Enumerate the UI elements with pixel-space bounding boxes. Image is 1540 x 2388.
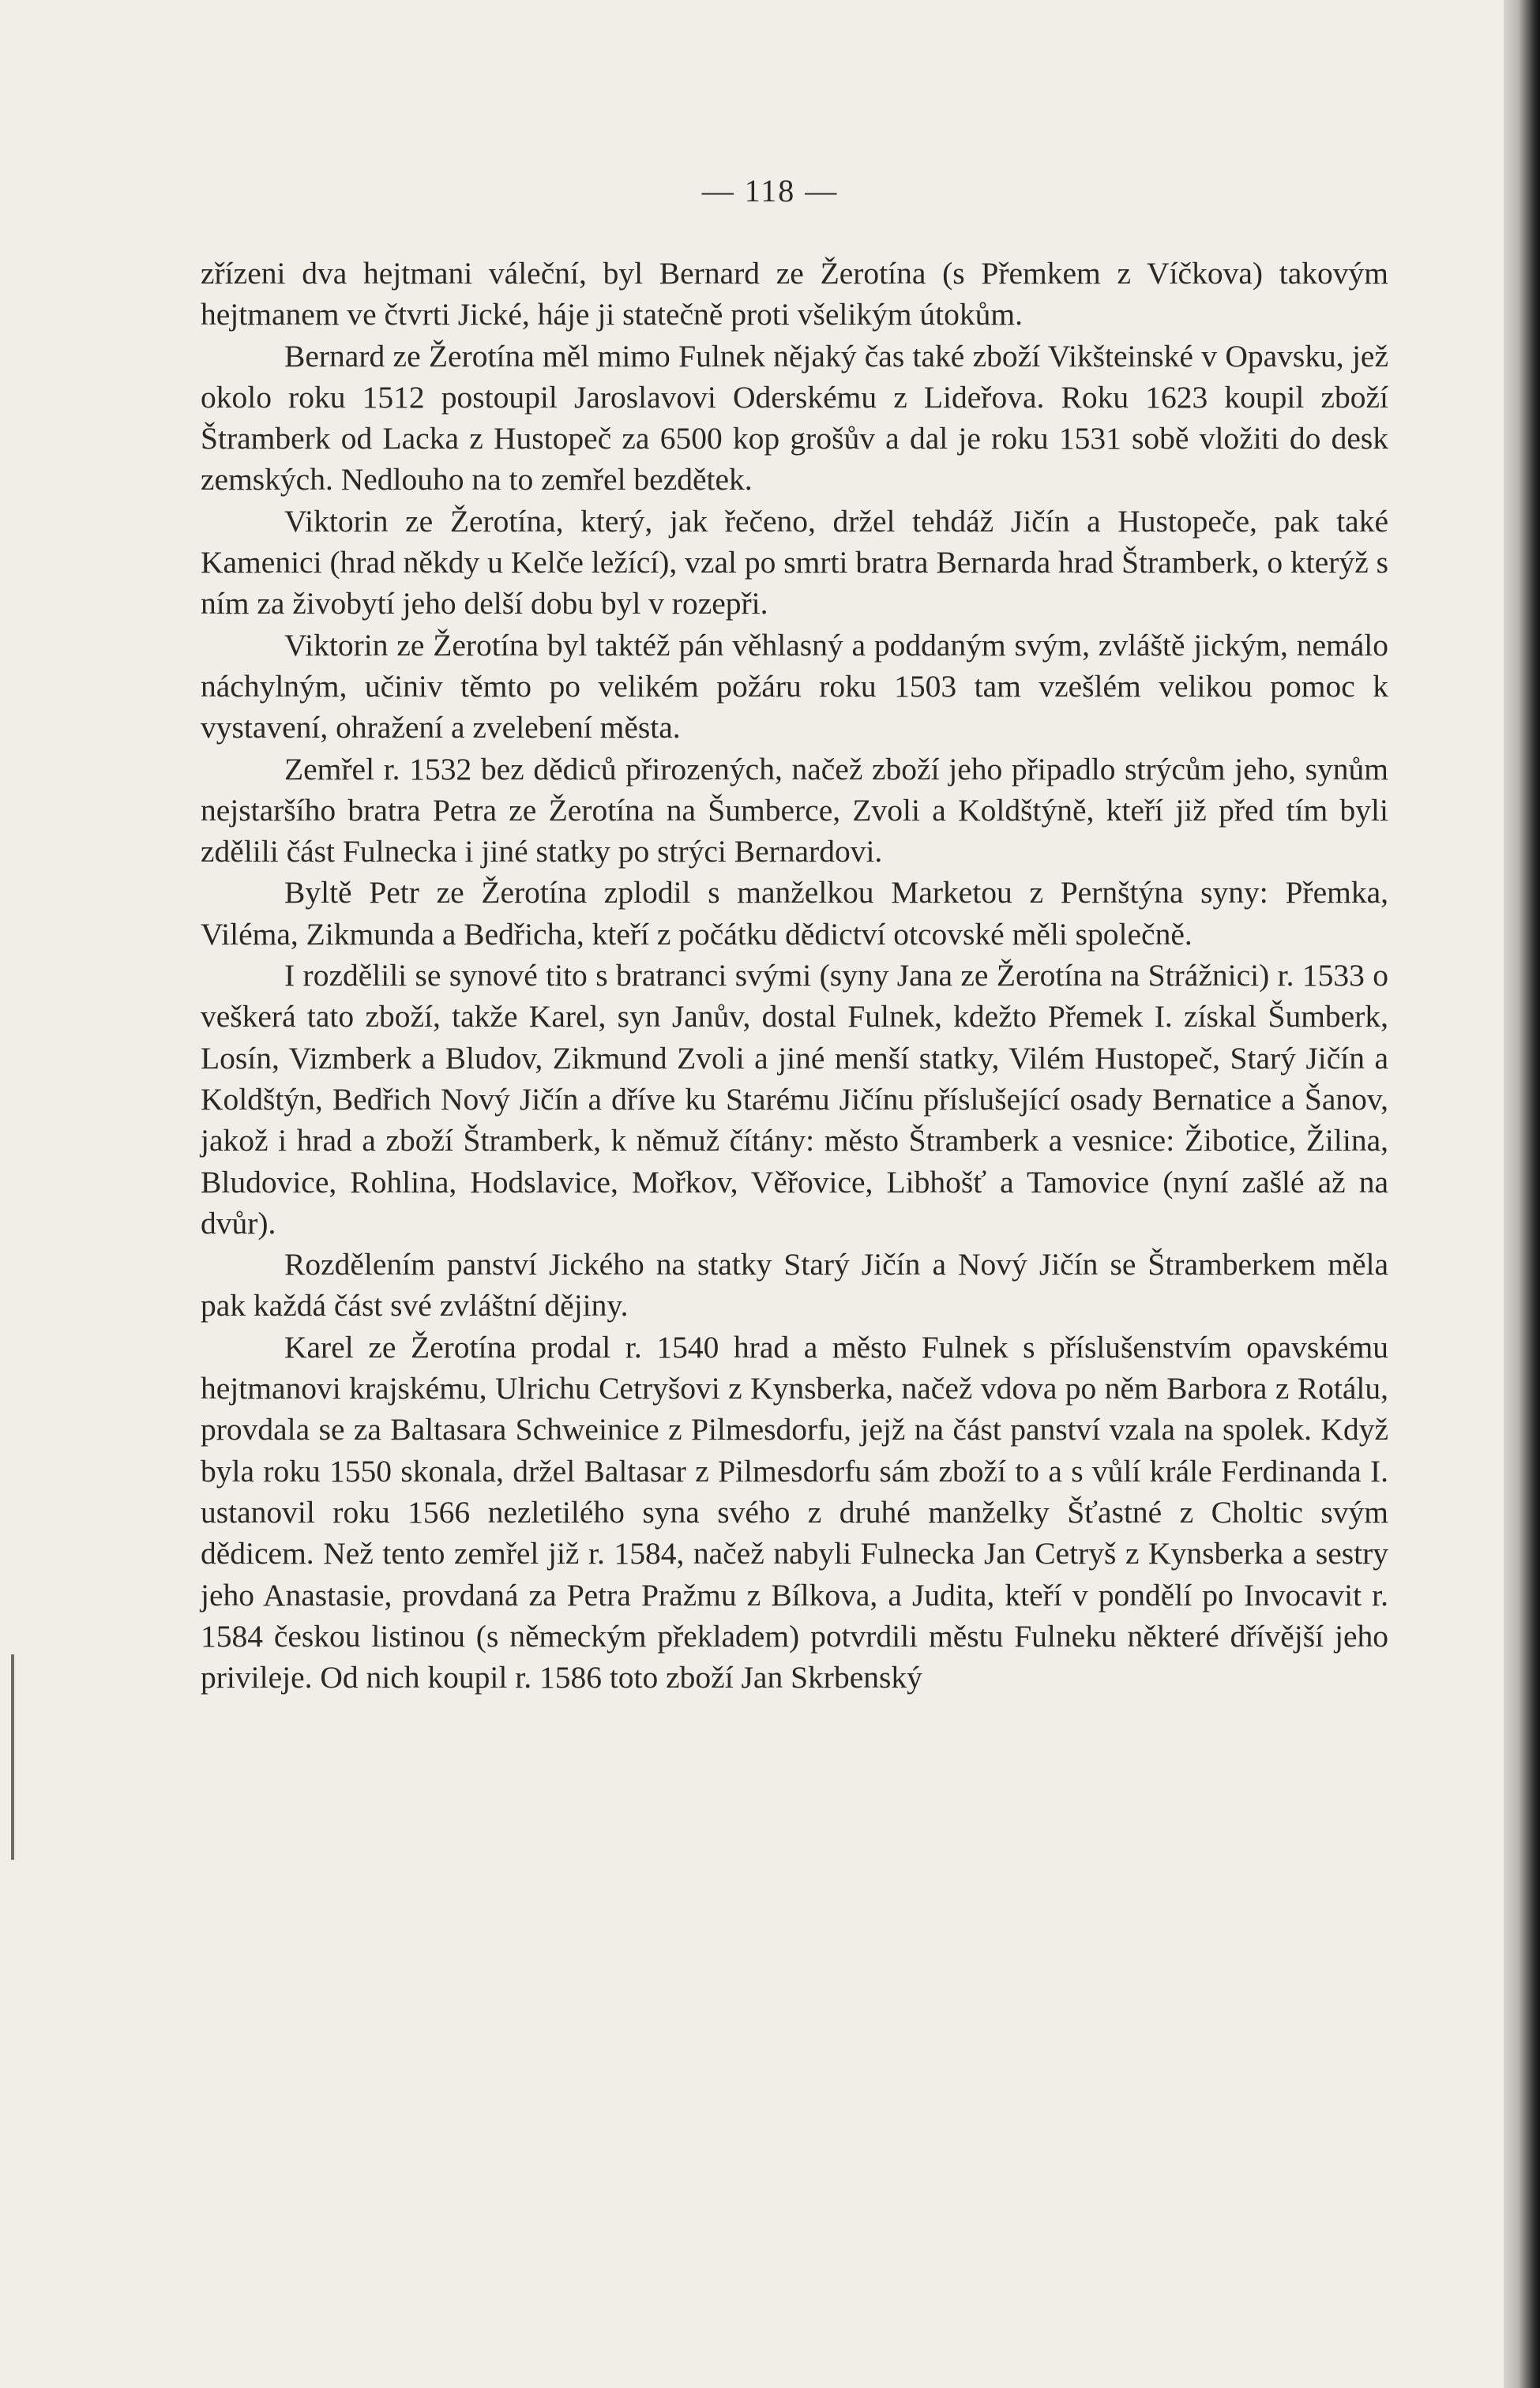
page-edge-shadow xyxy=(1504,0,1540,2388)
paragraph: Byltě Petr ze Žerotína zplodil s manželkou Marketou z Pernštýna syny: Přemka, Viléma, Zikmunda a Bedřicha, kteří z počátku dědictví otcovské měli společně. xyxy=(201,875,1388,952)
paragraph: Viktorin ze Žerotína, který, jak řečeno, držel tehdáž Jičín a Hustopeče, pak také Kamenici (hrad někdy u Kelče ležící), vzal po smrti bratra Bernarda hrad Štramberk, o kterýž s ním za živobytí jeho delší dobu byl v rozepři. xyxy=(201,503,1388,621)
paragraph: zřízeni dva hejtmani váleční, byl Bernard ze Žerotína (s Přemkem z Víčkova) takovým hejtmanem ve čtvrti Jické, háje ji statečně proti všelikým útokům. xyxy=(201,256,1388,332)
paragraph: Rozdělením panství Jického na statky Starý Jičín a Nový Jičín se Štramberkem měla pak každá část své zvláštní dějiny. xyxy=(201,1247,1388,1324)
paragraph: Viktorin ze Žerotína byl taktéž pán věhlasný a poddaným svým, zvláště jickým, nemálo náchylným, učiniv těmto po velikém požáru roku 1503 tam vzešlém velikou pomoc k vystavení, ohražení a zvelebení města. xyxy=(201,627,1388,745)
paragraph: I rozdělili se synové tito s bratranci svými (syny Jana ze Žerotína na Strážnici) r. 1533 o veškerá tato zboží, takže Karel, syn Janův, dostal Fulnek, kdežto Přemek I. získal Šumberk, Losín, Vizmberk a Bludov, Zikmund Zvoli a jiné menší statky, Vilém Hustopeč, Starý Jičín a Koldštýn, Bedřich Nový Jičín a dříve ku Starému Jičínu příslušející osady Bernatice a Šanov, jakož i hrad a zboží Štramberk, k němuž čítány: město Štramberk a vesnice: Žibotice, Žilina, Bludovice, Rohlina, Hodslavice, Mořkov, Věřovice, Libhošť a Tamovice (nyní zašlé až na dvůr). xyxy=(201,958,1388,1241)
paragraph: Karel ze Žerotína prodal r. 1540 hrad a město Fulnek s příslušenstvím opavskému hejtmanovi krajskému, Ulrichu Cetryšovi z Kynsberka, načež vdova po něm Barbora z Rotálu, provdala se za Baltasara Schweinice z Pilmesdorfu, jejž na část panství vzala na spolek. Když byla roku 1550 skonala, držel Baltasar z Pilmesdorfu sám zboží to a s vůlí krále Ferdinanda I. ustanovil roku 1566 nezletilého syna svého z druhé manželky Šťastné z Choltic svým dědicem. Než tento zemřel již r. 1584, načež nabyli Fulnecka Jan Cetryš z Kynsberka a sestry jeho Anastasie, provdaná za Petra Pražmu z Bílkova, a Judita, kteří v pondělí po Invocavit r. 1584 českou listinou (s německým překladem) potvrdili městu Fulneku některé dřívější jeho privileje. Od nich koupil r. 1586 toto zboží Jan Skrbenský xyxy=(201,1329,1388,1695)
margin-mark xyxy=(11,1654,14,1860)
paragraph: Zemřel r. 1532 bez dědiců přirozených, načež zboží jeho připadlo strýcům jeho, synům nejstaršího bratra Petra ze Žerotína na Šumberce, Zvoli a Koldštýně, kteří již před tím byli zdělili část Fulnecka i jiné statky po strýci Bernardovi. xyxy=(201,751,1388,869)
page-number: — 118 — xyxy=(701,173,839,208)
body-text xyxy=(201,253,1388,1698)
paragraph: Bernard ze Žerotína měl mimo Fulnek nějaký čas také zboží Vikšteinské v Opavsku, jež okolo roku 1512 postoupil Jaroslavovi Oderskému z Lideřova. Roku 1623 koupil zboží Štramberk od Lacka z Hustopeč za 6500 kop grošův a dal je roku 1531 sobě vložiti do desk zemských. Nedlouho na to zemřel bezdětek. xyxy=(201,338,1388,498)
